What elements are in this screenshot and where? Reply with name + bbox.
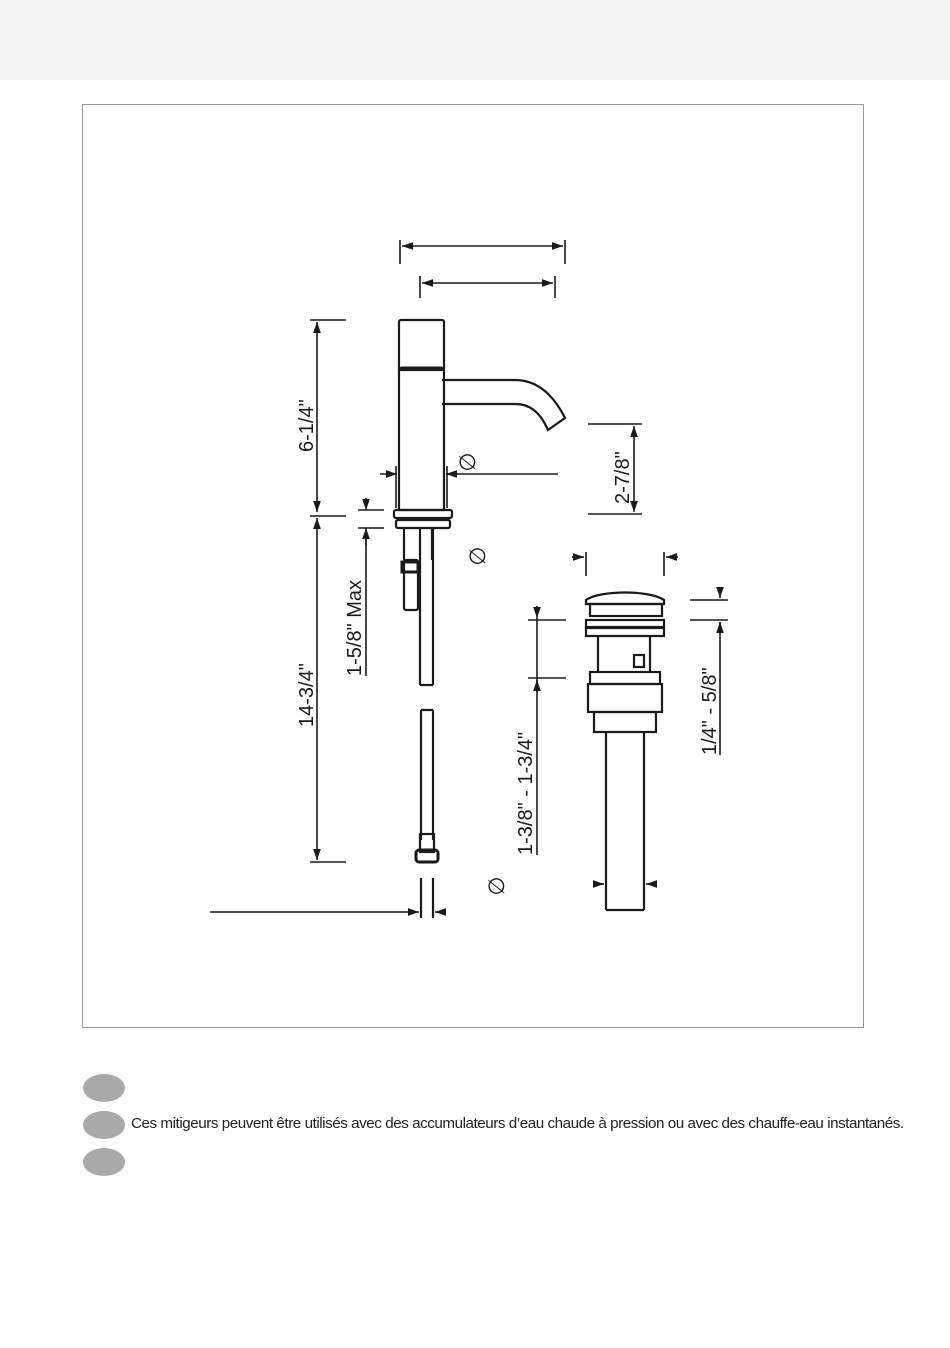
language-bullet-3 bbox=[83, 1148, 125, 1176]
note-french: Ces mitigeurs peuvent être utilisés avec des accumulateurs d’eau chaude à pression ou avec des chauffe-eau instantanés. bbox=[131, 1115, 904, 1132]
diameter-symbol-body: ∅ bbox=[456, 452, 481, 472]
language-bullet-1 bbox=[83, 1074, 125, 1102]
language-bullet-2 bbox=[83, 1111, 125, 1139]
dim-spout-clearance: 2-7/8" bbox=[612, 451, 634, 504]
dim-spout-height: 6-1/4" bbox=[296, 399, 318, 452]
drain-side-view bbox=[586, 593, 664, 911]
dim-supply-length: 14-3/4" bbox=[296, 663, 318, 727]
dimension-lines bbox=[210, 240, 728, 912]
dim-drain-adjustment: 1-3/8" - 1-3/4" bbox=[515, 731, 537, 855]
diameter-symbol-drain: ∅ bbox=[466, 546, 491, 566]
faucet-side-view bbox=[394, 320, 565, 918]
dim-flange-height: 1/4" - 5/8" bbox=[699, 667, 721, 755]
dim-deck-thickness: 1-5/8" Max bbox=[344, 579, 366, 676]
diameter-symbol-hose: ∅ bbox=[485, 876, 510, 896]
